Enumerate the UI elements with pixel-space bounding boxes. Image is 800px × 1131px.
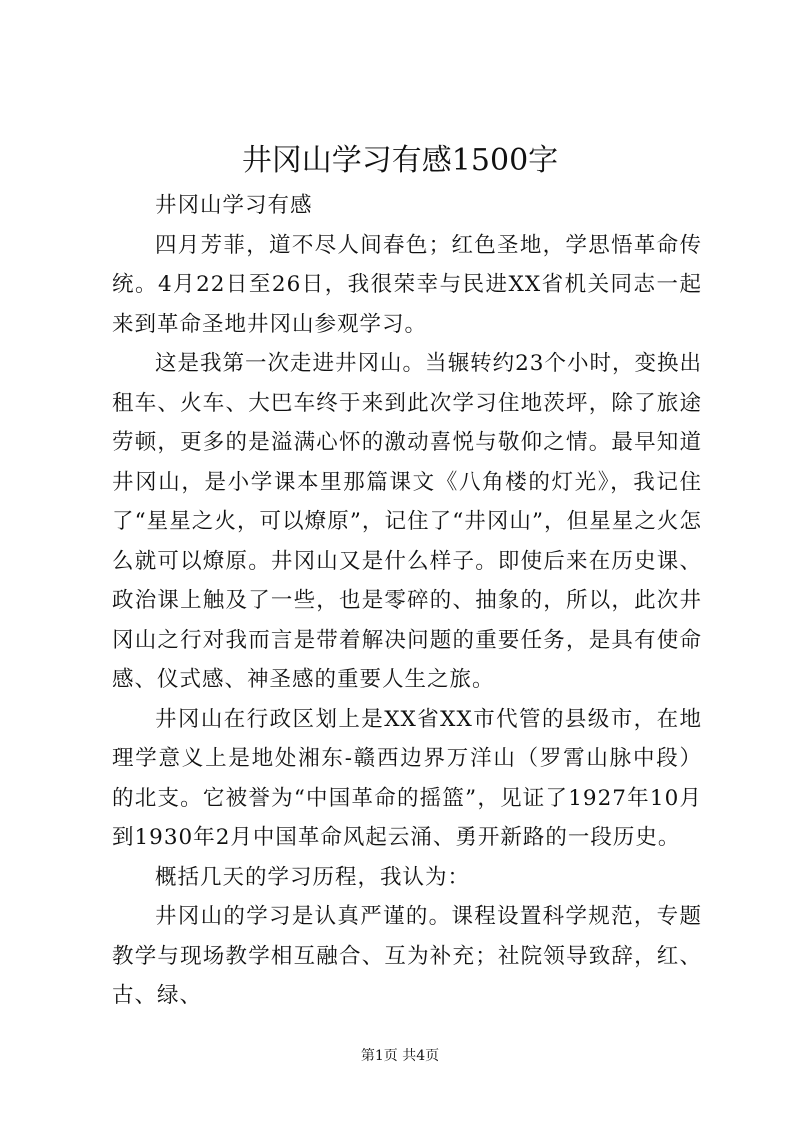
paragraph-geography: 井冈山在行政区划上是XX省XX市代管的县级市，在地理学意义上是地处湘东-赣西边界万洋山（罗霄山脉中段）的北支。它被誉为“中国革命的摇篮”，见证了1927年10月到1930年2月中国革命风起云涌、勇开新路的一段历史。 xyxy=(112,706,702,850)
document-body xyxy=(112,186,702,1016)
paragraph-subtitle: 井冈山学习有感 xyxy=(155,193,313,218)
page-title: 井冈山学习有感1500字 xyxy=(241,143,559,178)
paragraph-intro: 四月芳菲，道不尽人间春色；红色圣地，学思悟革命传统。4月22日至26日，我很荣幸与民进XX省机关同志一起来到革命圣地井冈山参观学习。 xyxy=(112,232,702,337)
paragraph-summary-lead: 概括几天的学习历程，我认为： xyxy=(155,864,471,890)
page-number-footer: 第1页 共4页 xyxy=(360,1048,440,1064)
paragraph-first-visit: 这是我第一次走进井冈山。当辗转约23个小时，变换出租车、火车、大巴车终于来到此次学习住地茨坪，除了旅途劳顿，更多的是溢满心怀的激动喜悦与敬仰之情。最早知道井冈山，是小学课本里那篇课文《八角楼的灯光》，我记住了“星星之火，可以燎原”，记住了“井冈山”，但星星之火怎么就可以燎原。井冈山又是什么样子。即使后来在历史课、政治课上触及了一些，也是零碎的、抽象的，所以，此次井冈山之行对我而言是带着解决问题的重要任务，是具有使命感、仪式感、神圣感的重要人生之旅。 xyxy=(112,351,702,692)
paragraph-study: 井冈山的学习是认真严谨的。课程设置科学规范，专题教学与现场教学相互融合、互为补充；社院领导致辞，红、古、绿、 xyxy=(112,904,702,1008)
